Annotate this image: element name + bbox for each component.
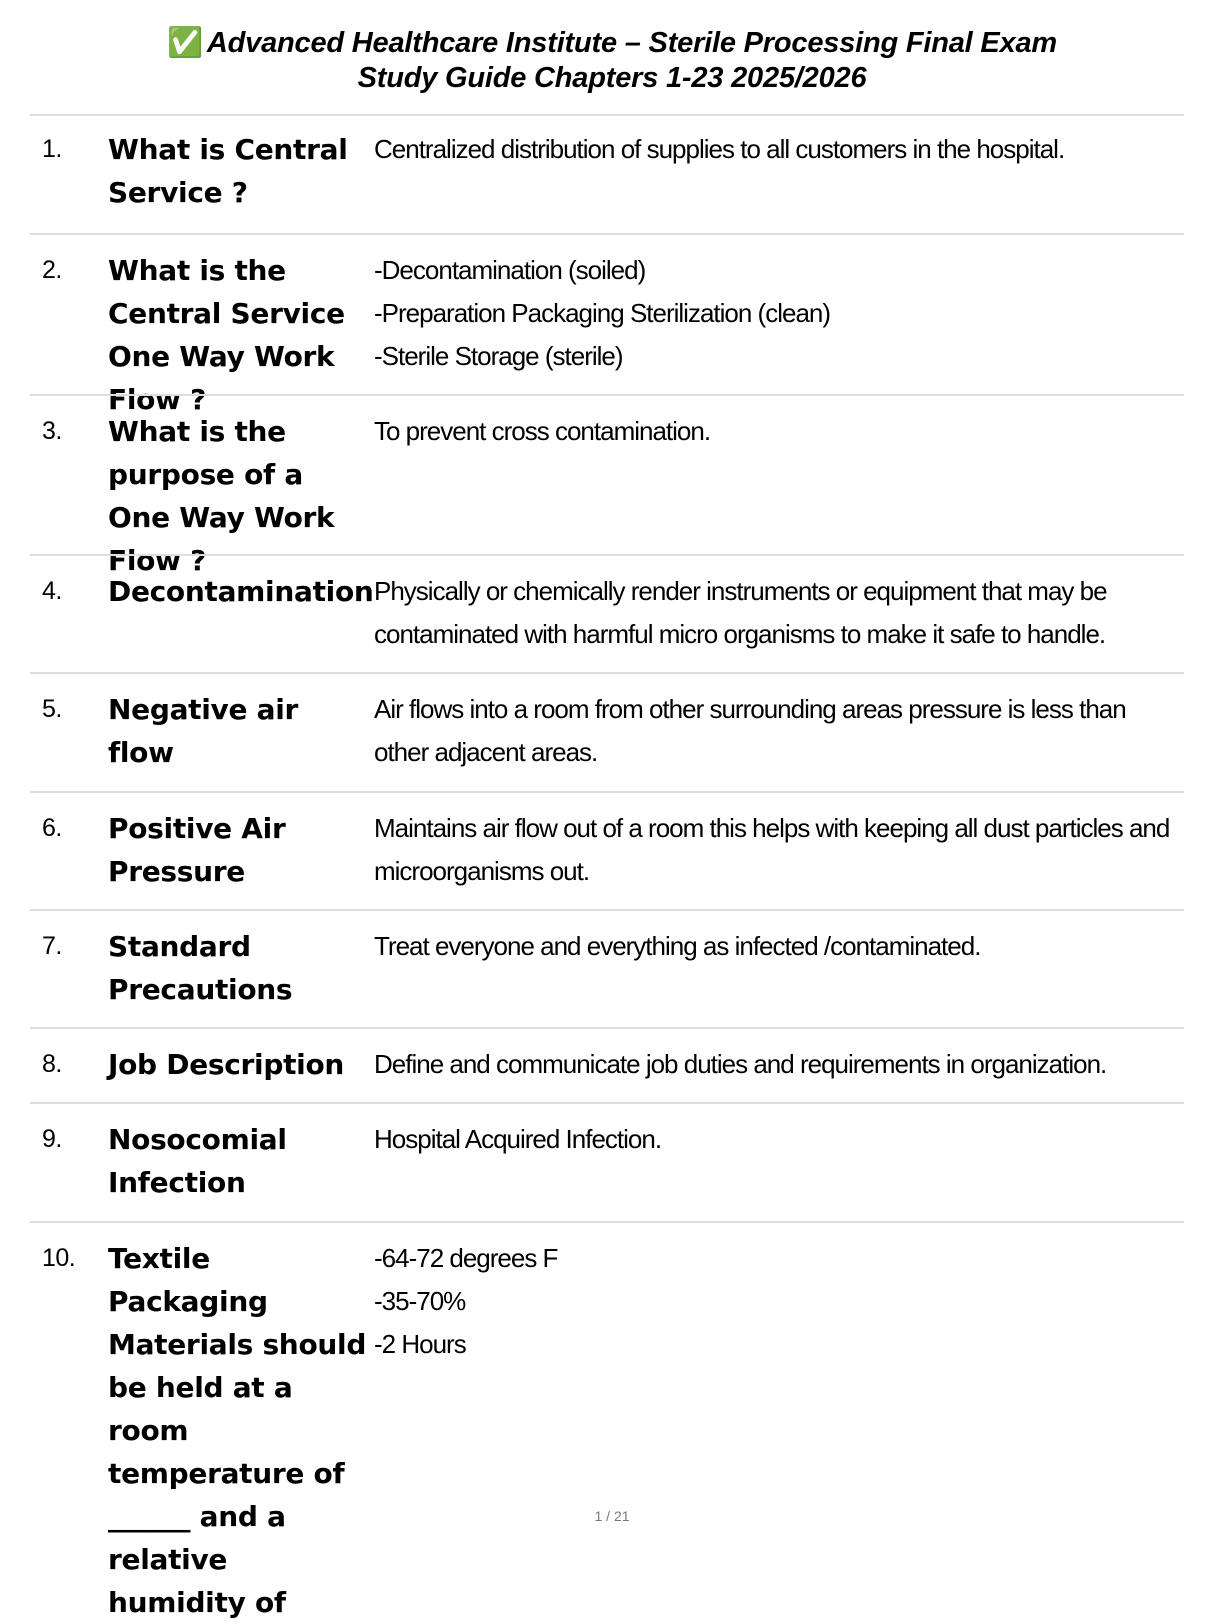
item-definition: [374, 410, 1182, 453]
item-term: Decontamination: [108, 575, 374, 608]
definition-line: Air flows into a room from other surrounding areas pressure is less than other adjacent areas.: [374, 694, 1126, 767]
item-number: 10.: [42, 1244, 76, 1272]
definition-line: -64-72 degrees F: [374, 1243, 558, 1273]
item-term: Textile Packaging Materials should be held at a room temperature of ______ and a relative humidity of: [108, 1242, 367, 1619]
item-term: What is the Central Service One Way Work Flow ?: [108, 254, 345, 416]
item-term: What is the purpose of a One Way Work Flow ?: [108, 415, 335, 577]
flashcard-row: [30, 791, 1184, 909]
item-number: 2.: [42, 256, 62, 284]
flashcard-row: [30, 114, 1184, 233]
definition-line: -Decontamination (soiled): [374, 255, 646, 285]
item-term: Job Description: [108, 1048, 345, 1081]
title-line-1: [30, 26, 1194, 61]
definition-line: Centralized distribution of supplies to all customers in the hospital.: [374, 134, 1065, 164]
item-number: 7.: [42, 932, 62, 960]
definition-line: Maintains air flow out of a room this helps with keeping all dust particles and microorganisms out.: [374, 813, 1170, 886]
item-term: Negative air flow: [108, 693, 299, 769]
flashcard-row: [30, 233, 1184, 416]
item-number: 5.: [42, 695, 62, 723]
definition-line: To prevent cross contamination.: [374, 416, 711, 446]
item-definition: [374, 249, 1182, 378]
flashcard-row: [30, 909, 1184, 1027]
flashcard-row: [30, 554, 1184, 672]
item-definition: [374, 925, 1182, 968]
item-term: What is Central Service ?: [108, 133, 348, 209]
flashcard-row: [30, 672, 1184, 791]
item-definition: [374, 570, 1182, 656]
flashcard-row: [30, 1102, 1184, 1221]
item-definition: [374, 1043, 1182, 1086]
definition-line: -35-70%: [374, 1286, 466, 1316]
definition-line: -Preparation Packaging Sterilization (clean): [374, 298, 831, 328]
flashcard-row: [30, 1027, 1184, 1102]
item-definition: [374, 807, 1182, 893]
definition-line: -2 Hours: [374, 1329, 466, 1359]
document-header: [30, 26, 1194, 96]
item-term: Standard Precautions: [108, 930, 293, 1006]
item-number: 1.: [42, 135, 62, 163]
item-number: 8.: [42, 1050, 62, 1078]
definition-line: Physically or chemically render instruments or equipment that may be contaminated with harmful micro organisms to make it safe to handle.: [374, 576, 1107, 649]
title-line-2: Study Guide Chapters 1-23 2025/2026: [357, 62, 867, 94]
definition-line: -Sterile Storage (sterile): [374, 341, 623, 371]
title-text-1: Advanced Healthcare Institute – Sterile Processing Final Exam: [206, 27, 1057, 59]
definition-line: Define and communicate job duties and requirements in organization.: [374, 1049, 1107, 1079]
item-number: 4.: [42, 577, 62, 605]
item-term: Positive Air Pressure: [108, 812, 286, 888]
item-definition: [374, 1237, 1182, 1366]
item-definition: [374, 128, 1182, 171]
item-definition: [374, 1118, 1182, 1161]
check-mark-icon: ✅: [167, 27, 203, 59]
item-number: 3.: [42, 417, 62, 445]
item-term: Nosocomial Infection: [108, 1123, 287, 1199]
definition-line: Treat everyone and everything as infected /contaminated.: [374, 931, 981, 961]
item-definition: [374, 688, 1182, 774]
page-indicator: 1 / 21: [594, 1508, 630, 1524]
flashcard-row: [30, 394, 1184, 577]
definition-line: Hospital Acquired Infection.: [374, 1124, 662, 1154]
item-number: 9.: [42, 1125, 62, 1153]
item-number: 6.: [42, 814, 62, 842]
